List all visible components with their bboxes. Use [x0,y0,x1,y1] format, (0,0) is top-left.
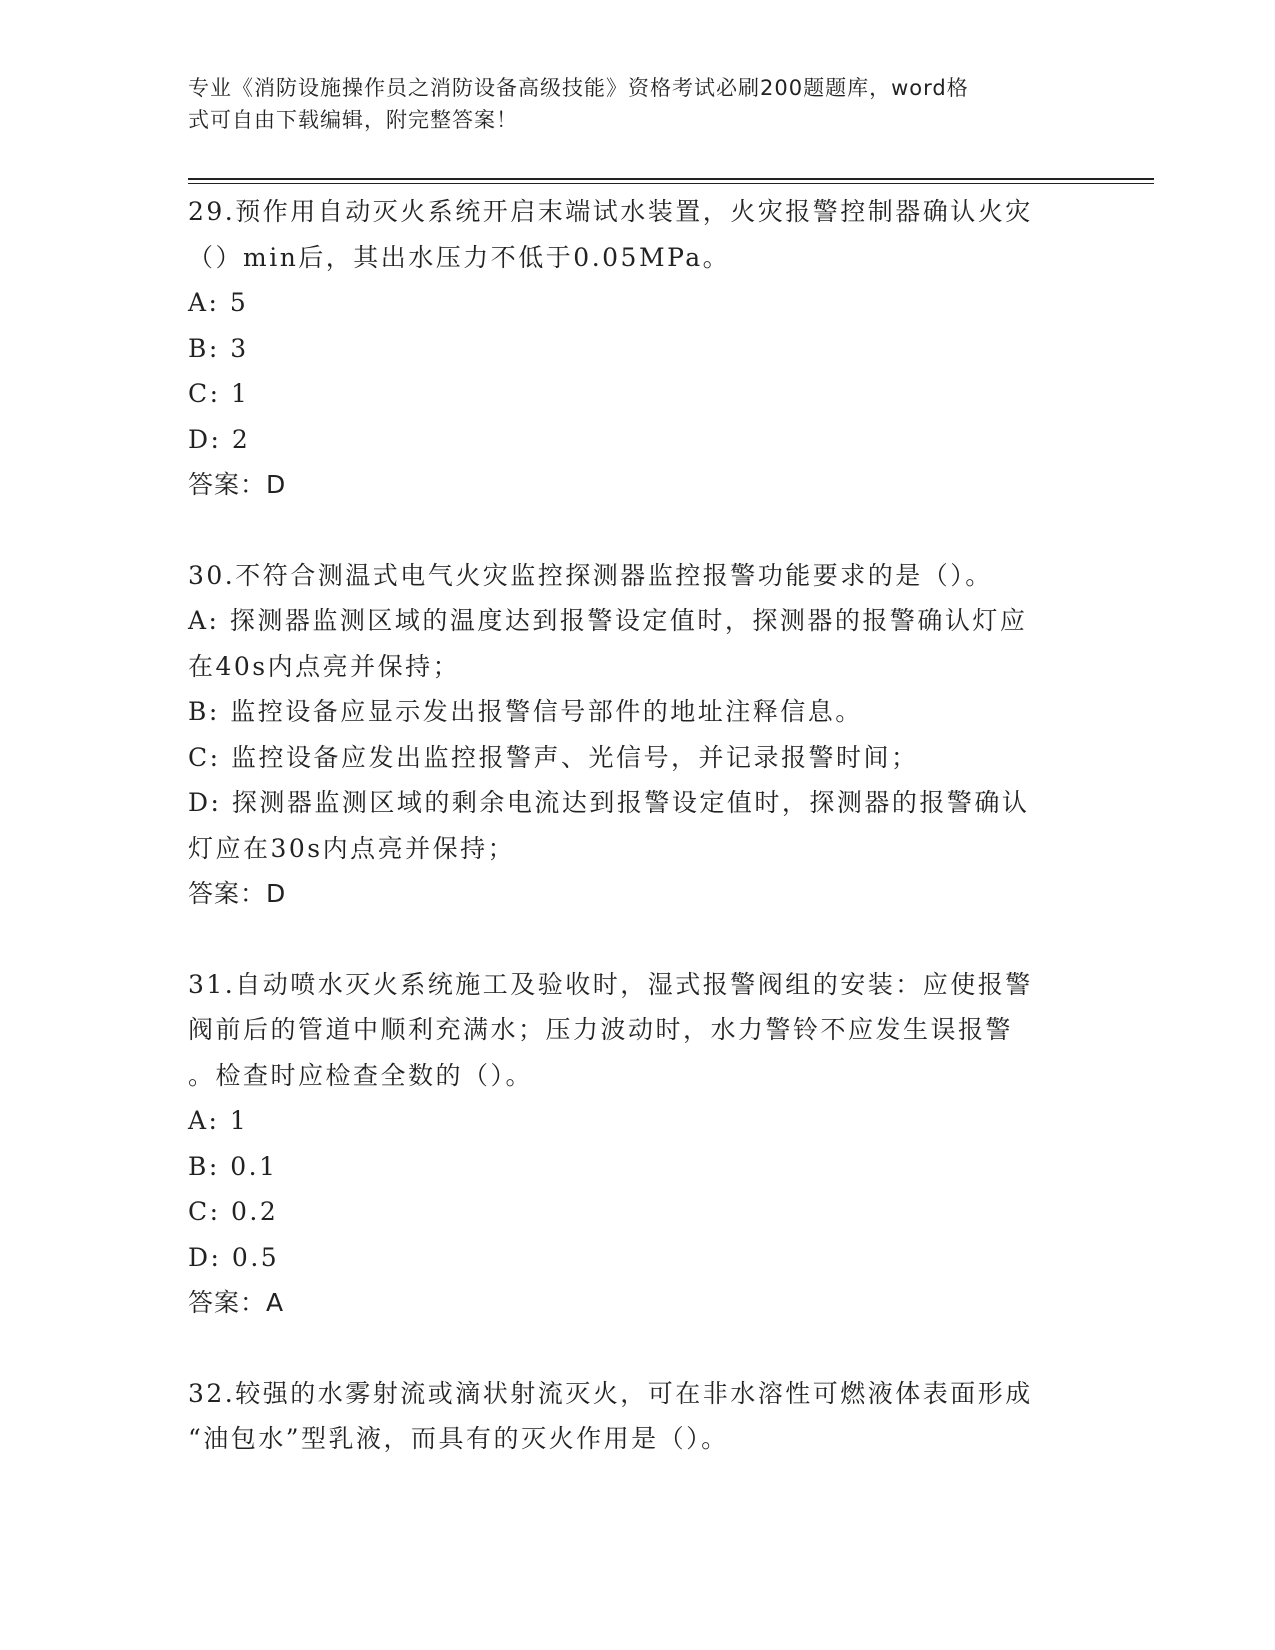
option-a-continued: 在40s内点亮并保持； [188,651,461,681]
question-list [188,189,1088,1462]
option-a: A: 5 [188,288,249,317]
option-b: B: 0.1 [188,1151,278,1181]
question-32 [188,1371,1088,1462]
document-header [188,72,1068,136]
question-stem-line: 。检查时应检查全数的（）。 [188,1060,534,1090]
question-spacer [188,508,1088,553]
header-line-1: 专业《消防设施操作员之消防设备高级技能》资格考试必刷200题题库，word格 [188,76,969,100]
question-stem-line: 29.预作用自动灭火系统开启末端试水装置，火灾报警控制器确认火灾 [188,197,1033,226]
answer-text: 答案：A [188,1288,285,1317]
question-spacer [188,1326,1088,1371]
option-b: B: 监控设备应显示发出报警信号部件的地址注释信息。 [188,697,863,726]
question-stem-line: 31.自动喷水灭火系统施工及验收时，湿式报警阀组的安装：应使报警 [188,969,1033,999]
answer-text: 答案：D [188,879,287,908]
option-c: C: 监控设备应发出监控报警声、光信号，并记录报警时间； [188,742,919,772]
option-b: B: 3 [188,333,249,363]
header-divider-thick [188,178,1154,180]
question-30 [188,553,1088,917]
question-stem-line: （）min后，其出水压力不低于0.05MPa。 [188,242,731,272]
header-divider-thin [188,183,1154,184]
option-d: D: 2 [188,424,251,454]
question-stem-line: 30.不符合测温式电气火灾监控探测器监控报警功能要求的是（）。 [188,560,993,590]
question-stem-line: 阀前后的管道中顺利充满水；压力波动时，水力警铃不应发生误报警 [188,1015,1014,1044]
option-c: C: 1 [188,379,250,408]
option-d: D: 探测器监测区域的剩余电流达到报警设定值时，探测器的报警确认 [188,788,1030,817]
option-a: A: 探测器监测区域的温度达到报警设定值时，探测器的报警确认灯应 [188,606,1028,635]
option-d: D: 0.5 [188,1242,280,1272]
question-spacer [188,917,1088,962]
option-d-continued: 灯应在30s内点亮并保持； [188,833,516,863]
question-29 [188,189,1088,508]
question-stem-line: 32.较强的水雾射流或滴状射流灭火，可在非水溶性可燃液体表面形成 [188,1378,1033,1408]
option-a: A: 1 [188,1106,249,1135]
header-line-2: 式可自由下载编辑，附完整答案！ [188,108,518,132]
question-31 [188,962,1088,1326]
question-stem-line: “油包水”型乳液，而具有的灭火作用是（）。 [188,1424,729,1453]
answer-text: 答案：D [188,470,287,499]
option-c: C: 0.2 [188,1197,279,1226]
